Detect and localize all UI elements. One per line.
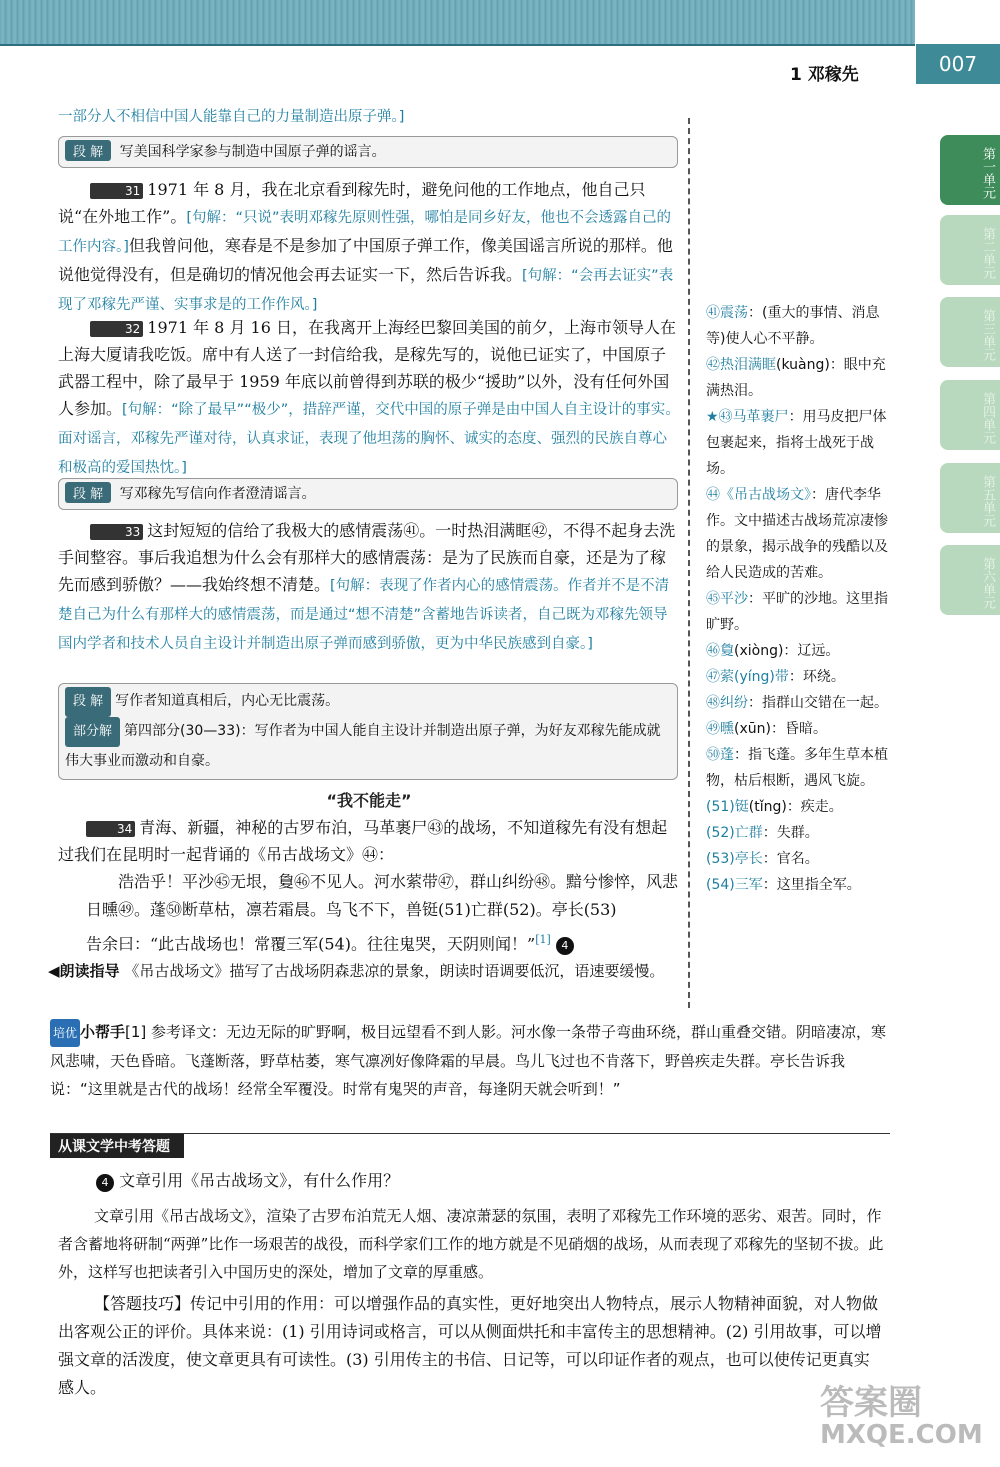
paragraph-explanation-box [58,136,678,168]
tab-unit-3[interactable]: 第三单元 [940,297,1000,367]
tab-unit-4[interactable]: 第四单元 [940,380,1000,450]
glossary-item: ㊼萦(yíng)带：环绕。 [706,669,845,685]
question-marker-icon: 4 [556,937,574,955]
tab-unit-2[interactable]: 第二单元 [940,215,1000,285]
part-explanation-text: 第四部分(30—33)：写作者为中国人能自主设计并制造出原子弹，为好友邓稼先能成就伟大事业而激动和自豪。 [65,723,661,769]
helper-translation [50,1018,890,1103]
glossary-item: ㊶震荡：(重大的事情、消息等)使人心不平静。 [706,305,880,347]
tip-label: 【答题技巧】 [94,1294,191,1313]
chapter-title: 1 邓稼先 [790,65,859,85]
section-explanation-box [58,683,678,780]
sentence-note: [句解：“只说”表明邓稼先原则性强，哪怕是同乡好友，他也不会透露自己的工作内容。] [58,210,672,255]
glossary-item: ㊽纠纷：指群山交错在一起。 [706,695,888,711]
paragraph-text: 1971 年 8 月 16 日，在我离开上海经巴黎回美国的前夕，上海市领导人在上海大厦请我吃饭。席中有人送了一封信给我，是稼先写的，说他已证实了，中国原子武器工程中，除了最早于 1959 年底以前曾得到苏联的极少“援助”以外，没有任何外国人参加。 [58,318,676,418]
paragraph-explanation-tag: 段 解 [65,140,111,161]
helper-text: [1] 参考译文：无边无际的旷野啊，极目远望看不到人影。河水像一条带子弯曲环绕，群山重叠交错。阴暗凄凉，寒风悲啸，天色昏暗。飞蓬断落，野草枯萎，寒气凛冽好像降霜的早晨。鸟儿飞过也不肯落下，野兽疾走失群。亭长告诉我说：“这里就是古代的战场！经常全军覆没。时常有鬼哭的声音，每逢阴天就会听到！” [50,1023,887,1098]
watermark-logo: 答案圈 [820,1383,922,1423]
paragraph-text: 这封短短的信给了我极大的感情震荡㊶。一时热泪满眶㊷，不得不起身去洗手间整容。事后我追想为什么会有那样大的感情震荡：是为了民族而自豪，还是为了稼先而感到骄傲？——我始终想不清楚。 [58,521,676,594]
answer-text: 文章引用《吊古战场文》，渲染了古罗布泊荒无人烟、凄凉萧瑟的氛围，表明了邓稼先工作环境的恶劣、艰苦。同时，作者含蓄地将研制“两弹”比作一场艰苦的战役，而科学家们工作的地方就是不见硝烟的战场，从而表现了邓稼先的坚韧不拔。此外，这样写也把读者引入中国历史的深处，增加了文章的厚重感。 [58,1207,884,1281]
glossary-item: ㊾曛(xūn)：昏暗。 [706,721,827,737]
paragraph-34 [58,814,680,868]
sentence-note: [句解：“会再去证实”表现了邓稼先严谨、实事求是的工作作风。] [58,268,674,313]
header-band [0,0,915,44]
column-divider [688,118,690,1008]
section-title: “我不能走” [326,791,412,810]
question-text: 文章引用《吊古战场文》，有什么作用？ [119,1171,400,1190]
poem-line: 告余曰：“此古战场也！常覆三军(54)。往往鬼哭，天阴则闻！” [86,934,536,954]
glossary-item: ㊿蓬：指飞蓬。多年生草本植物，枯后根断，遇风飞旋。 [706,747,888,789]
glossary-item: (54)三军：这里指全军。 [706,877,861,893]
paragraph-explanation-tag: 段 解 [65,482,111,503]
tab-unit-6[interactable]: 第六单元 [940,545,1000,615]
paragraph-number: 34 [86,821,135,837]
sentence-note: [句解：“除了最早”“极少”，措辞严谨，交代中国的原子弹是由中国人自主设计的事实。面对谣言，邓稼先严谨对待，认真求证，表现了他坦荡的胸怀、诚实的态度、强烈的民族自尊心和极高的爱国热忱。] [58,402,680,476]
exam-section-bar: 从课文学中考答题 [50,1134,184,1158]
question [96,1168,886,1192]
glossary-item: ★㊸马革裹尸：用马皮把尸体包裹起来，指将士战死于战场。 [706,409,887,477]
header-rule [0,44,915,46]
answer-tip [58,1290,884,1402]
note-continuation: 一部分人不相信中国人能靠自己的力量制造出原子弹。] [58,109,405,125]
glossary-item: ㊺平沙：平旷的沙地。这里指旷野。 [706,591,888,633]
paragraph-text: 1971 年 8 月，我在北京看到稼先时，避免问他的工作地点，他自己只说“在外地工作”。 [58,180,646,226]
sentence-note: [句解：表现了作者内心的感情震荡。作者并不是不清楚自己为什么有那样大的感情震荡，而是通过“想不清楚”含蓄地告诉读者，自己既为邓稼先领导国内学者和技术人员自主设计并制造出原子弹而感到骄傲，更为中华民族感到自豪。] [58,578,670,652]
paragraph-explanation-box [58,478,678,510]
paragraph-text: 青海、新疆，神秘的古罗布泊，马革裹尸㊸的战场，不知道稼先有没有想起过我们在昆明时一起背诵的《吊古战场文》㊹： [58,818,668,864]
page-number: 007 [916,44,1000,84]
part-explanation-tag: 部分解 [65,717,120,747]
poem-quote [86,868,680,924]
reading-guide [48,958,678,984]
helper-label: 小帮手 [80,1023,126,1041]
glossary-item: ㊹《吊古战场文》：唐代李华作。文中描述古战场荒凉凄惨的景象，揭示战争的残酷以及给人民造成的苦难。 [706,487,888,581]
paragraph-number: 31 [90,183,143,199]
footnote-ref[interactable]: [1] [535,933,551,946]
paragraph-number: 32 [90,321,143,337]
paragraph-explanation-tag: 段 解 [65,687,111,717]
poem-end [86,926,680,958]
tip-text: 传记中引用的作用：可以增强作品的真实性，更好地突出人物特点，展示人物精神面貌，对人物做出客观公正的评价。具体来说：(1) 引用诗词或格言，可以从侧面烘托和丰富传主的思想精神。(2) 引用故事，可以增强文章的活泼度，使文章更具有可读性。(3) 引用传主的书信、日记等，可以印证作者的观点，也可以使传记更真实感人。 [58,1294,882,1397]
poem-line: 浩浩乎！平沙㊺无垠，敻㊻不见人。河水萦带㊼，群山纠纷㊽。黯兮惨悴，风悲日曛㊾。蓬㊿断草枯，凛若霜晨。鸟飞不下，兽铤(51)亡群(52)。亭长(53) [86,872,679,919]
helper-badge: 培优 [50,1019,80,1047]
read-icon: ◀ [48,962,60,980]
glossary-item: (51)铤(tǐng)：疾走。 [706,799,843,815]
reading-guide-text: 《吊古战场文》描写了古战场阴森悲凉的景象，朗读时语调要低沉，语速要缓慢。 [124,962,665,980]
glossary-item: (52)亡群：失群。 [706,825,819,841]
paragraph-explanation-text: 写美国科学家参与制造中国原子弹的谣言。 [119,144,386,160]
paragraph-31 [58,176,680,319]
tab-unit-5[interactable]: 第五单元 [940,463,1000,533]
paragraph-explanation-text: 写邓稼先写信向作者澄清谣言。 [119,486,316,502]
paragraph-explanation-text: 写作者知道真相后，内心无比震荡。 [115,693,340,709]
paragraph-text: 但我曾问他，寒春是不是参加了中国原子弹工作，像美国谣言所说的那样。他说他觉得没有，但是确切的情况他会再去证实一下，然后告诉我。 [58,236,673,284]
glossary-item: ㊷热泪满眶(kuàng)：眼中充满热泪。 [706,357,886,399]
tab-unit-1[interactable]: 第一单元 [940,135,1000,205]
glossary-item: ㊻敻(xiòng)：辽远。 [706,643,840,659]
paragraph-33 [58,517,680,658]
paragraph-number: 33 [90,524,143,540]
question-number-icon: 4 [96,1174,114,1192]
reading-guide-label: ◀朗读指导 [48,962,120,980]
glossary [706,300,892,898]
paragraph-32 [58,314,680,482]
glossary-item: (53)亭长：官名。 [706,851,819,867]
watermark-url: MXQE.COM [820,1420,983,1450]
